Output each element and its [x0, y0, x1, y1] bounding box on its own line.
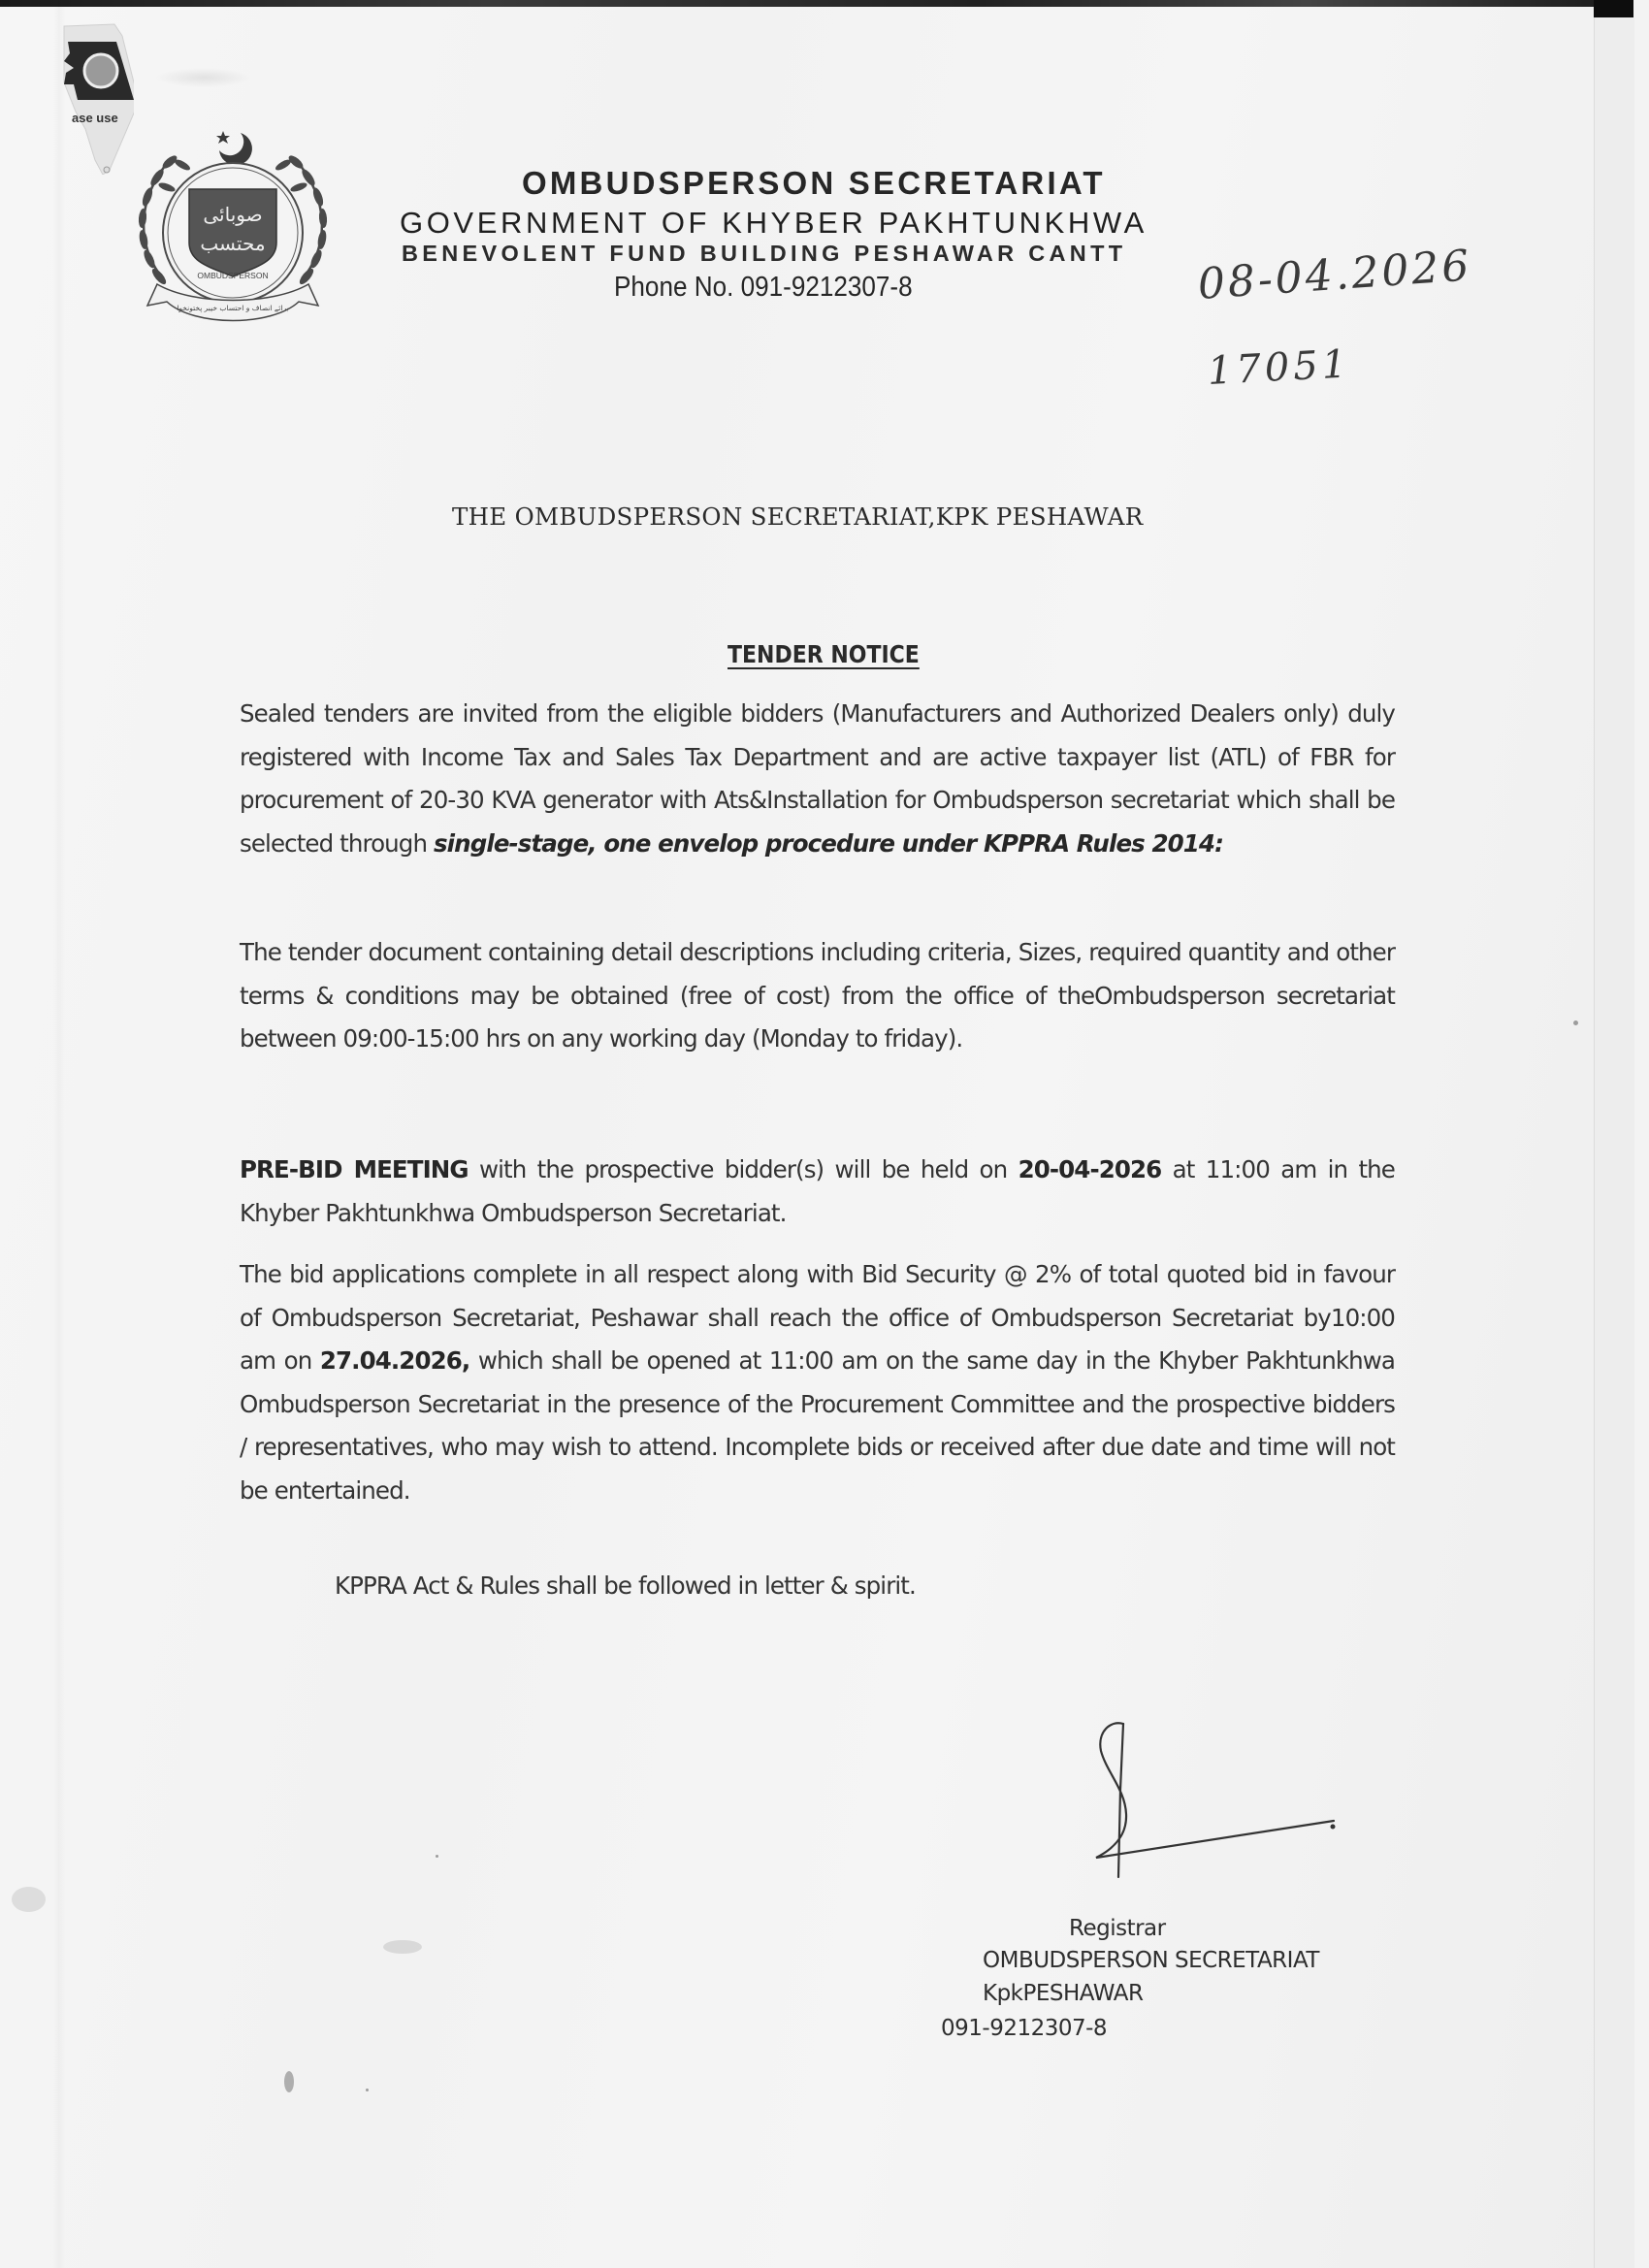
paragraph-invitation: [240, 693, 1395, 865]
emblem-urdu-line2: محتسب: [200, 232, 266, 255]
paper-crease: [155, 68, 252, 87]
paragraph-tender-document: [240, 931, 1395, 1061]
scan-smudge: [383, 1940, 422, 1954]
signatory-office: OMBUDSPERSON SECRETARIAT: [983, 1948, 1319, 1973]
ombudsperson-emblem: [126, 121, 340, 335]
letterhead-address: BENEVOLENT FUND BUILDING PESHAWAR CANTT: [402, 241, 1127, 266]
bid-submission-text-b: which shall be opened at 11:00 am on the same day in the Khyber Pakhtunkhwa Ombudsperson Secretariat in the presence of the Procurement Committee and the prospective bidders / representatives, who may wish to attend. Incomplete bids or received after due date and time will not be entertained.: [240, 1346, 1396, 1505]
handwritten-date: 08-04.2026: [1196, 241, 1473, 309]
pre-bid-date: 20-04-2026: [1018, 1155, 1162, 1183]
closing-line: KPPRA Act & Rules shall be followed in letter & spirit.: [335, 1571, 916, 1600]
crescent-star-icon: [216, 131, 252, 165]
emblem-banner-text: برائے انصاف و احتساب خیبر پختونخوا: [177, 304, 289, 312]
pre-bid-text-b: at 11:00 am in the Khyber Pakhtunkhwa Ombudsperson Secretariat.: [240, 1155, 1395, 1227]
scan-smudge: [284, 2071, 294, 2092]
pre-bid-label: PRE-BID MEETING: [240, 1155, 469, 1183]
registrar-signature: [1082, 1712, 1353, 1887]
signatory-phone: 091-9212307-8: [941, 2016, 1108, 2041]
letterhead-government: GOVERNMENT OF KHYBER PAKHTUNKHWA: [400, 206, 1148, 240]
scan-corner-block: [1594, 0, 1633, 17]
procedure-emphasis: single-stage, one envelop procedure under KPPRA Rules 2014:: [433, 828, 1223, 858]
pre-bid-text-a: with the prospective bidder(s) will be held on: [468, 1155, 1018, 1183]
emblem-urdu-line1: صوبائی: [203, 203, 263, 226]
page-edge-strip: [1594, 17, 1634, 2268]
sticker-logo-circle: [84, 54, 117, 87]
bid-submission-text-a: The bid applications complete in all respect along with Bid Security @ 2% of total quoted bid in favour of Ombudsperson Secretariat, Peshawar shall reach the office of Ombudsperson Secretariat by10:00 am on: [240, 1260, 1395, 1376]
scan-top-edge: [0, 0, 1633, 7]
paragraph-bid-submission: [240, 1253, 1395, 1513]
scan-dot: [436, 1855, 438, 1858]
torn-sticker: [56, 15, 134, 175]
bid-submission-date: 27.04.2026,: [319, 1346, 470, 1376]
scan-dot: [366, 2089, 369, 2091]
sticker-text: ase use: [72, 111, 118, 125]
paragraph-tender-document-text: The tender document containing detail descriptions including criteria, Sizes, required quantity and other terms & conditions may be obtained (free of cost) from the office of theOmbudsperson secretariat between 09:00-15:00 hrs on any working day (Monday to friday).: [240, 938, 1395, 1053]
margin-shadow: [53, 0, 65, 2268]
scan-smudge: [12, 1887, 46, 1912]
office-line: THE OMBUDSPERSON SECRETARIAT,KPK PESHAWAR: [452, 502, 1144, 531]
letterhead-phone: Phone No. 091-9212307-8: [614, 272, 913, 303]
letterhead-org-name: OMBUDSPERSON SECRETARIAT: [522, 165, 1106, 201]
signatory-location: KpkPESHAWAR: [983, 1981, 1144, 2006]
paragraph-invitation-text: Sealed tenders are invited from the eligible bidders (Manufacturers and Authorized Dealers only) duly registered with Income Tax and Sales Tax Department and are active taxpayer list (ATL) of FBR for procurement of 20-30 KVA generator with Ats&Installation for Ombudsperson secretariat which shall be selected through: [240, 699, 1395, 858]
signatory-designation: Registrar: [1069, 1916, 1166, 1941]
handwritten-diary-number: 17051: [1206, 341, 1352, 394]
emblem-label: OMBUDSPERSON: [197, 271, 269, 280]
notice-title: TENDER NOTICE: [728, 640, 920, 668]
scan-dot: [1573, 1021, 1578, 1025]
paragraph-pre-bid: [240, 1149, 1395, 1235]
